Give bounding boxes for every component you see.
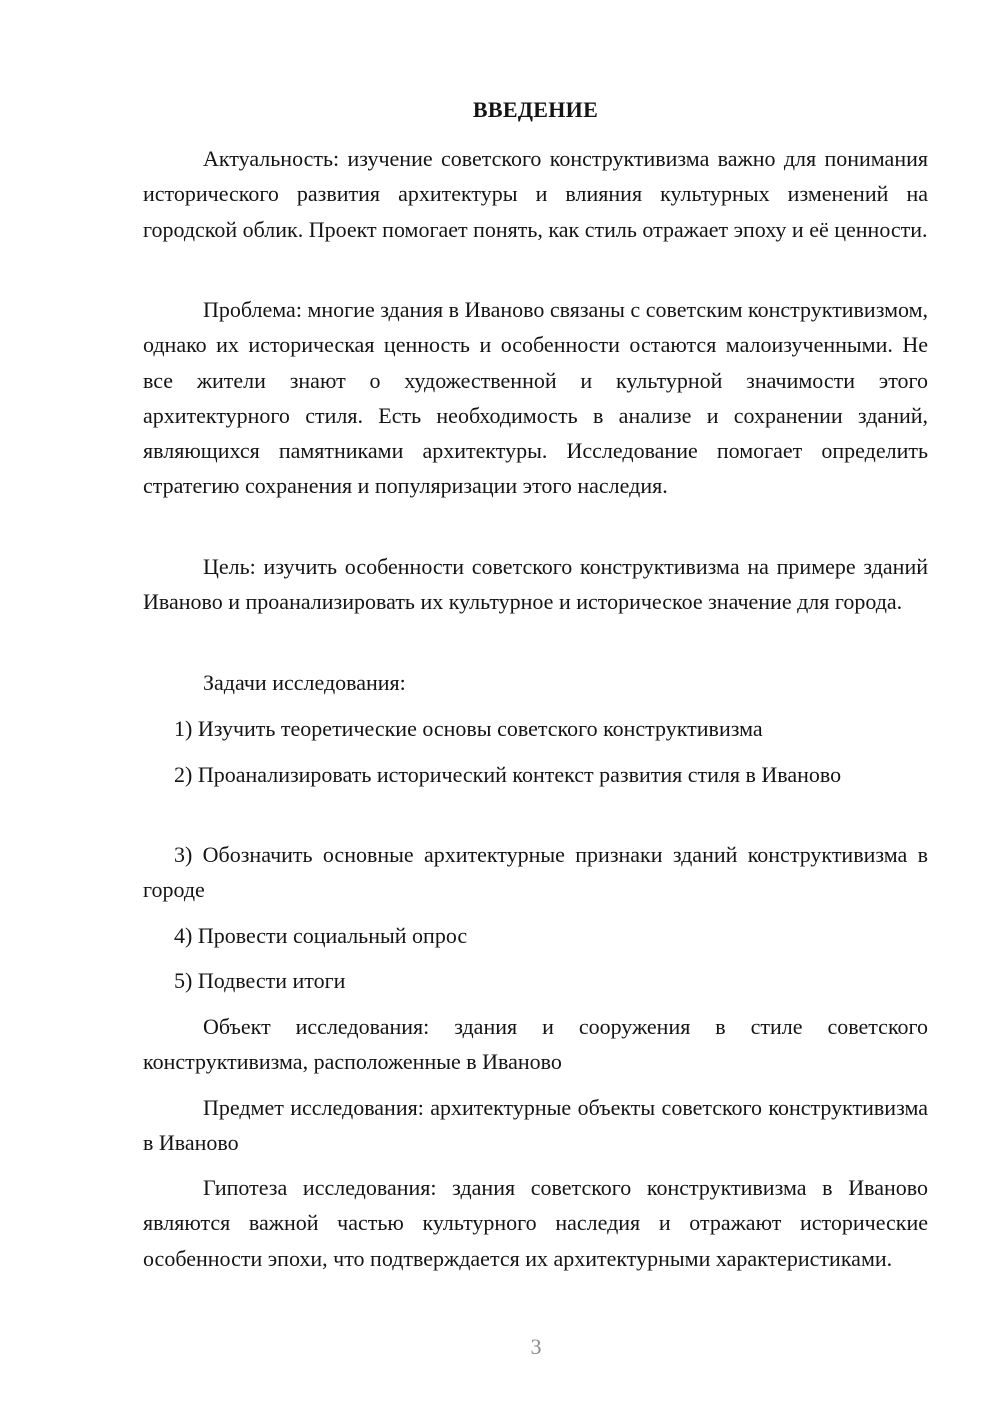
tasks-heading: Задачи исследования: [203, 670, 406, 695]
paragraph-object: Объект исследования: здания и сооружения в стиле советского конструктивизма, расположенные в Иваново [143, 1014, 928, 1075]
task-item: 5) Подвести итоги [174, 968, 346, 993]
task-item: 1) Изучить теоретические основы советского конструктивизма [174, 716, 763, 741]
paragraph-relevance: Актуальность: изучение советского конструктивизма важно для понимания исторического развития архитектуры и влияния культурных изменений на городской облик. Проект помогает понять, как стиль отражает эпоху и её ценности. [143, 146, 928, 242]
task-item: 2) Проанализировать исторический контекст развития стиля в Иваново [174, 762, 842, 787]
paragraph-problem: Проблема: многие здания в Иваново связаны с советским конструктивизмом, однако их историческая ценность и особенности остаются малоизученными. Не все жители знают о художественной и культурной значимости этого архитектурного стиля. Есть необходимость в анализе и сохранении зданий, являющихся памятниками архитектуры. Исследование помогает определить стратегию сохранения и популяризации этого наследия. [143, 297, 928, 499]
paragraph-subject: Предмет исследования: архитектурные объекты советского конструктивизма в Иваново [143, 1095, 928, 1156]
paragraph-hypothesis: Гипотеза исследования: здания советского конструктивизма в Иваново являются важной частью культурного наследия и отражают исторические особенности эпохи, что подтверждается их архитектурными характеристиками. [143, 1175, 928, 1271]
task-item: 3) Обозначить основные архитектурные признаки зданий конструктивизма в городе [143, 842, 928, 903]
paragraph-goal: Цель: изучить особенности советского конструктивизма на примере зданий Иваново и проанализировать их культурное и историческое значение для города. [143, 554, 928, 615]
document-title: ВВЕДЕНИЕ [472, 97, 599, 122]
task-item: 4) Провести социальный опрос [174, 923, 468, 948]
page-number: 3 [530, 1334, 542, 1359]
